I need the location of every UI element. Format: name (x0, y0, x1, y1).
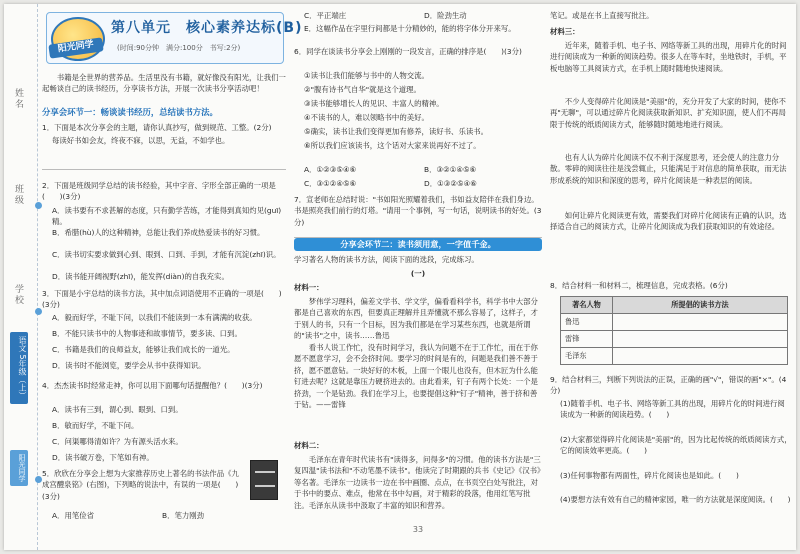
material-3-p2: 不少人变得碎片化阅读是"美丽"的，充分开发了大家的时间，使你不再"无聊"，可以通过碎片化阅读获取新知识、扩充知识面，使人们不再局限于传统的纸质阅读方式，能够随时随地地进行阅读。 (550, 97, 786, 129)
grade-tab: 语文 5年级（上） (10, 332, 28, 404)
table-row (561, 348, 788, 365)
option-d[interactable]: D．①③②⑤④⑥ (424, 179, 477, 188)
continued-text: 笔记。或是在书上直接写批注。 (550, 11, 654, 20)
page-number: 33 (412, 525, 424, 534)
option-a[interactable]: A．读书有三到，谓心到、眼到、口到。 (52, 405, 183, 414)
option-c[interactable]: C．③①②④⑤⑥ (304, 179, 357, 188)
question-6: 6．同学在谈读书分享会上刚刚的一段发言，正确的排序是( )(3分) (294, 47, 522, 56)
unit-header (46, 12, 303, 64)
table-cell: 雷锋 (561, 331, 613, 348)
option-c[interactable]: C．书籍是我们的良师益友，能够让我们成长的一道光。 (52, 345, 235, 354)
column-middle (294, 4, 542, 550)
option-a[interactable]: A．①②③⑤④⑥ (304, 165, 357, 174)
calligraphy-image (250, 460, 278, 500)
statement-1[interactable]: (1)随着手机、电子书、网络等新工具的出现，用碎片化的时间进行阅读成为一种新的阅读趋势。( ) (560, 399, 785, 420)
option-d[interactable]: D．读书时不能浏览，要学会从书中获得知识。 (52, 361, 206, 370)
sentence-6: ⑥所以我们应该读书，这个话对大家来说再好不过了。 (304, 141, 481, 150)
intro-text: 书籍是全世界的营养品。生活里没有书籍，就好像没有阳光，让我们一起畅谈自己的读书经历，分享读书方法，开展一次读书分享活动吧！ (42, 73, 286, 94)
binding-hole (35, 476, 42, 483)
section-description: 学习著名人物的读书方法，阅读下面的选段，完成练习。 (294, 255, 479, 264)
option-b[interactable]: B．敏而好学，不耻下问。 (52, 421, 139, 430)
question-note: E．这幅作品在字里行间都是十分精妙的，能的将字体分开来写。 (304, 24, 516, 33)
class-label: 班级 (13, 184, 23, 206)
option-b[interactable]: B．③②①④⑤⑥ (424, 165, 477, 174)
column-right (550, 4, 792, 550)
material-3-p1: 近年来，随着手机、电子书、网络等新工具的出现，用碎片化的时间进行阅读成为一种新的阅读趋势。很多人在等车时，坐地铁时，手机，平板电脑等工具阅读方式，在手机上随时随地快速阅读。 (550, 41, 787, 73)
table-row (561, 314, 788, 331)
statement-3[interactable]: (3)任何事物都有两面性，碎片化阅读也是如此。( ) (560, 471, 739, 480)
copy-text: 每读好书如会友，终夜不寐，以思，无益，不如学也。 (52, 136, 230, 145)
question-7: 7．宣老师在总结时说："书如阳光照耀着我们，书如益友陪伴在我们身边。书是照亮我们前行的灯塔。"请用一个事例，写一句话，说明读书的好处。(3分) (294, 195, 542, 227)
sentence-5: ⑤确实，读书让我们变得更加有修养，读好书、乐读书。 (304, 127, 489, 136)
option-b[interactable]: B．笔力刚劲 (162, 511, 205, 520)
question-1: 1．下面是本次分享会的主题，请你认真抄写，做到规范、工整。(2分) (42, 123, 272, 132)
sentence-3: ③读书能够增长人的见识、丰富人的精神。 (304, 99, 444, 108)
section-heading: 分享会环节一：畅谈读书经历，总结读书方法。 (42, 107, 218, 117)
brand-logo: 阳光同学 (48, 37, 103, 58)
exam-meta: (时间:90分钟 满分:100分 书写:2分) (117, 44, 241, 52)
question-4: 4．杰杰读书时经常走神，你可以用下面哪句话提醒他？( )(3分) (42, 381, 263, 390)
binding-hole (35, 202, 42, 209)
question-9: 9．结合材料三，判断下列说法的正误，正确的画"√"，错误的画"×"。(4分) (550, 375, 787, 396)
material-3-p4: 如何让碎片化阅读更有效，需要我们对碎片化阅读有正确的认识，选择适合自己的阅读方式，让碎片化阅读成为我们获取知识的有效途径。 (550, 211, 787, 232)
option-a[interactable]: A．用笔俭省 (52, 511, 95, 520)
sentence-1: ①读书让我们能够与书中的人物交流。 (304, 71, 429, 80)
question-3: 3．下面是小宇总结的读书方法，其中加点词语使用不正确的一项是( )(3分) (42, 289, 282, 310)
name-label: 姓名 (13, 88, 23, 110)
option-d[interactable]: D．读书能开阔视野(zhī)，能发挥(diàn)的自我充实。 (52, 272, 229, 281)
option-a[interactable]: A．毅而好学，不耻下问，以我们不能读到一本有满满的收获。 (52, 313, 257, 322)
column-header: 著名人物 (561, 297, 613, 314)
material-label: 材料二： (294, 441, 324, 450)
sentence-2: ②"腹有诗书气自华"就是这个道理。 (304, 85, 421, 94)
info-table (560, 296, 788, 365)
material-2-text: 毛泽东在青年时代读书有"读得多，问得多"的习惯。他的读书方法是"三复四温"读书法和"不动笔墨不读书"。他读完了时期跟的兵书《史记》《汉书》等名著。毛泽东一边读书一边在书中画圈、点点，在书页空白处写批注，对于书中的要点、难点，他常在书中勾画，对于精彩的段落，他用红笔写批注。毛泽东从读书中汲取了丰富的知识和营养。 (294, 455, 541, 510)
material-3-p3: 也有人认为碎片化阅读不仅不利于深度思考，还会使人的注意力分散。零碎的阅读往往是浅尝辄止，只能满足于对信息的简单获取，而无法形成系统的知识和深度的思考，碎片化阅读是一种表层的阅读。 (550, 153, 787, 185)
option-b[interactable]: B．不能只读书中的人物事迹和故事情节，要多读、口到。 (52, 329, 242, 338)
material-label: 材料一： (294, 283, 324, 292)
column-header: 所提倡的读书方法 (613, 297, 788, 314)
statement-2[interactable]: (2)大家都觉得碎片化阅读是"美丽"的，因为比起传统的纸质阅读方式，它的阅读效率更高。( ) (560, 435, 792, 456)
sentence-4: ④不读书的人，难以领略书中的美好。 (304, 113, 429, 122)
answer-cell[interactable] (613, 348, 788, 365)
writing-line[interactable] (42, 150, 286, 170)
part-label: (一) (410, 269, 426, 278)
option-d[interactable]: D．险劲生动 (424, 11, 467, 20)
option-b[interactable]: B．希腊(hù)人的这种精神，总能让我们养成热爱读书的好习惯。 (52, 228, 265, 237)
option-a[interactable]: A．读书要有不求甚解的态度，只有勤学苦练，才能得到真知灼见(guī)精。 (52, 206, 282, 227)
option-c[interactable]: C．问渠哪得清如许？为有源头活水来。 (52, 437, 183, 446)
section-banner: 分享会环节二：读书须用意，一字值千金。 (294, 238, 542, 251)
column-left (42, 4, 303, 550)
school-label: 学校 (13, 284, 23, 306)
binding-hole (35, 308, 42, 315)
brand-tab: 阳光同学 (10, 450, 28, 486)
option-c[interactable]: C．读书切实要求做到心到、眼到、口到、手到，才能有沉淀(zhī)识。 (52, 250, 281, 259)
answer-cell[interactable] (613, 314, 788, 331)
answer-cell[interactable] (613, 331, 788, 348)
table-header-row (561, 297, 788, 314)
exam-sheet (4, 4, 796, 550)
question-8: 8．结合材料一和材料二，梳理信息，完成表格。(6分) (550, 281, 728, 290)
page-title: 第八单元 核心素养达标(B) (111, 20, 303, 36)
question-5: 5．欣欣在分享会上想为大家推荐历史上著名的书法作品《九成宫醴泉铭》(右图)，下列略的说法中，有误的一项是( )(3分) (42, 469, 239, 501)
answer-line[interactable] (294, 226, 542, 238)
table-row (561, 331, 788, 348)
material-1-text-2: 看书人说工作忙，没有时间学习，我认为问题不在于工作忙，而在于你愿不愿意学习，会不会挤时间。要学习的时间是有的，问题是我们善不善于挤，愿不愿意钻。一块好好的木板，上面一个眼儿也没有，但木匠为什么能钉进去呢？这就是靠压力硬挤进去的。由此看来，钉子有两个长处：一个是挤劲，一个是钻劲。我们在学习上，也要提倡这种"钉子"精神，善于挤和善于钻。——雷锋 (294, 343, 538, 410)
table-cell: 毛泽东 (561, 348, 613, 365)
option-d[interactable]: D．读书破万卷，下笔如有神。 (52, 453, 154, 462)
table-cell: 鲁迅 (561, 314, 613, 331)
option-c[interactable]: C．平正端庄 (304, 11, 347, 20)
material-1-text: 梦伟学习理科，偏差文学书、学文学，偏看看科学书，科学书中大部分都是自己喜欢的东西，但要真正理解并且弄懂就不那么容易了，这样子，才于别人的书，只有一个目标，因为我们都是在学习某些东西，也就是所谓的"读书"之中，读书……鲁迅 (294, 297, 538, 341)
statement-4[interactable]: (4)要想方法有效有自己的精神家园，唯一的方法就是深度阅读。( ) (560, 495, 791, 504)
material-label: 材料三： (550, 27, 580, 36)
question-2: 2．下面是班级同学总结的读书经验，其中字音、字形全部正确的一项是( )(3分) (42, 181, 276, 202)
binding-margin (4, 4, 38, 550)
